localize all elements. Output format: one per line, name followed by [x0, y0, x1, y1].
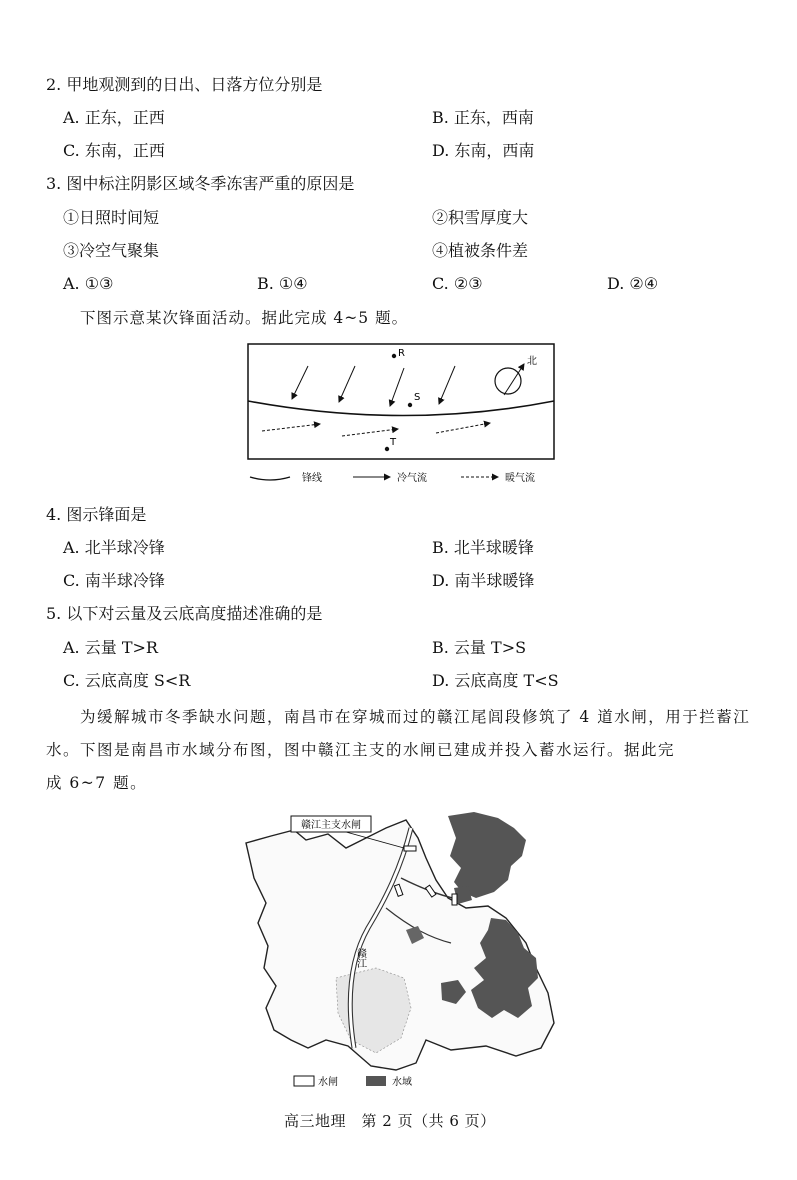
- river-label: 赣江: [354, 948, 366, 968]
- intro-6-7-line-1: 为缓解城市冬季缺水问题，南昌市在穿城而过的赣江尾闾段修筑了 4 道水闸，用于拦蓄江: [80, 708, 751, 726]
- page-footer: 高三地理 第 2 页（共 6 页）: [284, 1112, 496, 1130]
- legend-water-icon: [366, 1076, 386, 1086]
- compass-icon: [495, 368, 521, 394]
- intro-6-7-line-2: 水。下图是南昌市水域分布图，图中赣江主支的水闸已建成并投入蓄水运行。据此完: [46, 741, 676, 759]
- q3-stem: 3. 图中标注阴影区域冬季冻害严重的原因是: [46, 174, 355, 193]
- intro-6-7-line-3: 成 6~7 题。: [46, 774, 148, 792]
- q5-option-d: D. 云底高度 T<S: [432, 671, 559, 690]
- q5-stem: 5. 以下对云量及云底高度描述准确的是: [46, 604, 323, 623]
- q5-option-a: A. 云量 T>R: [63, 638, 158, 657]
- point-t-label: T: [390, 437, 397, 448]
- q2-option-d: D. 东南，西南: [432, 141, 535, 160]
- q4-option-d: D. 南半球暖锋: [432, 571, 535, 590]
- q4-stem: 4. 图示锋面是: [46, 505, 147, 524]
- q3-item-1: ①日照时间短: [63, 208, 160, 227]
- water-body-north: [448, 812, 526, 898]
- q3-item-2: ②积雪厚度大: [432, 208, 529, 227]
- q3-item-4: ④植被条件差: [432, 241, 529, 260]
- point-t: [385, 447, 389, 451]
- intro-4-5: 下图示意某次锋面活动。据此完成 4~5 题。: [80, 309, 409, 327]
- q3-item-3: ③冷空气聚集: [63, 241, 160, 260]
- legend-cold-label: 冷气流: [397, 473, 427, 484]
- point-r: [392, 354, 396, 358]
- q4-option-b: B. 北半球暖锋: [432, 538, 534, 557]
- callout-label: 赣江主支水闸: [301, 820, 361, 831]
- legend-water-label: 水域: [392, 1077, 412, 1088]
- north-label: 北: [527, 356, 537, 367]
- point-s-label: S: [414, 392, 421, 403]
- q2-option-c: C. 东南，正西: [63, 141, 165, 160]
- q2-option-b: B. 正东，西南: [432, 108, 534, 127]
- legend-front-icon: [250, 477, 290, 480]
- q2-stem: 2. 甲地观测到的日出、日落方位分别是: [46, 75, 323, 94]
- legend-sluice-label: 水闸: [318, 1077, 338, 1088]
- point-s: [408, 403, 412, 407]
- q3-option-a: A. ①③: [63, 274, 114, 293]
- q5-option-c: C. 云底高度 S<R: [63, 671, 191, 690]
- q5-option-b: B. 云量 T>S: [432, 638, 527, 657]
- legend-front-label: 锋线: [302, 473, 322, 484]
- q4-option-a: A. 北半球冷锋: [63, 538, 165, 557]
- nanchang-water-map: [236, 808, 566, 1098]
- legend-sluice-icon: [294, 1076, 314, 1086]
- sluice-gate: [452, 894, 457, 905]
- front-figure: [240, 338, 560, 493]
- point-r-label: R: [398, 348, 405, 359]
- legend-warm-label: 暖气流: [505, 473, 535, 484]
- q3-option-c: C. ②③: [432, 274, 483, 293]
- figure-frame: [248, 344, 554, 459]
- q2-option-a: A. 正东，正西: [63, 108, 165, 127]
- q3-option-b: B. ①④: [257, 274, 308, 293]
- q3-option-d: D. ②④: [607, 274, 659, 293]
- q4-option-c: C. 南半球冷锋: [63, 571, 165, 590]
- sluice-gate-main: [404, 846, 416, 851]
